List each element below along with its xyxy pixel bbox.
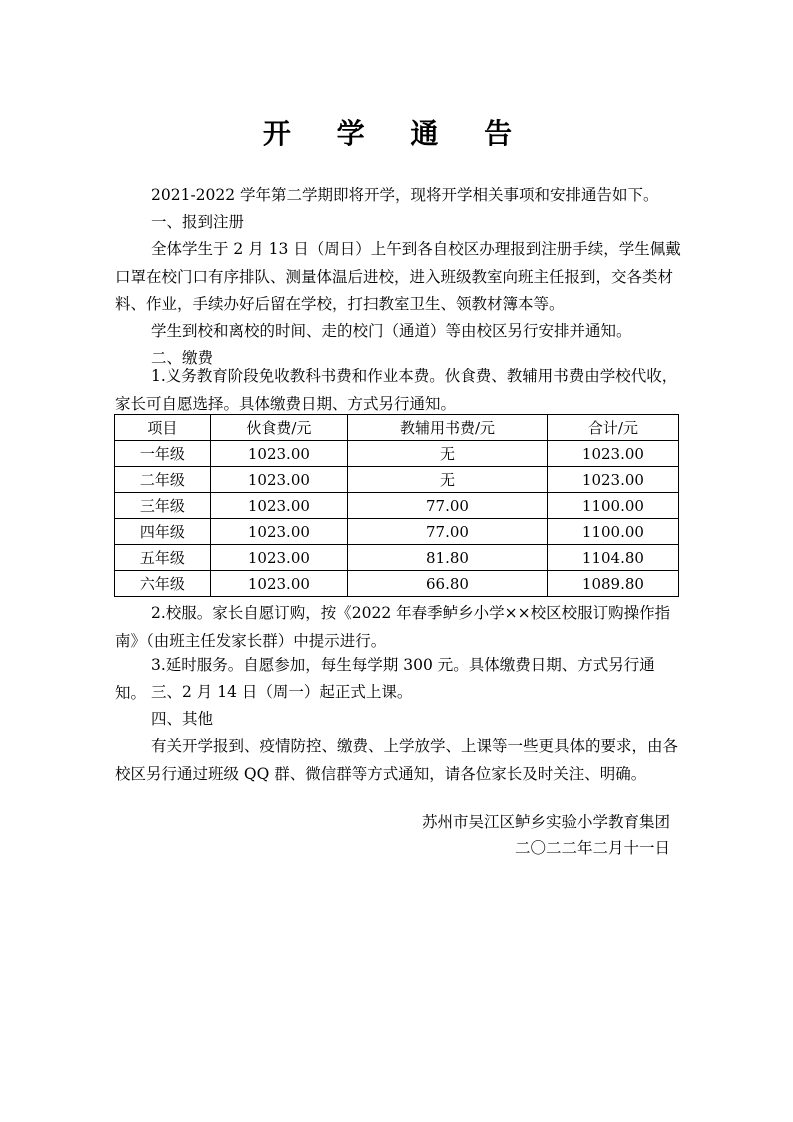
fee-table (114, 414, 679, 597)
grade-cell: 四年级 (115, 519, 211, 545)
meal-fee-cell: 1023.00 (210, 441, 347, 467)
book-fee-cell: 81.80 (348, 545, 548, 571)
fee-item-3: 3.延时服务。自愿参加，每生每学期 300 元。具体缴费日期、方式另行通知。 (115, 656, 655, 702)
table-row (115, 441, 679, 467)
table-row (115, 467, 679, 493)
intro-paragraph: 2021-2022 学年第二学期即将开学，现将开学相关事项和安排通告如下。 (151, 186, 659, 204)
total-cell: 1100.00 (547, 519, 678, 545)
header-item: 项目 (115, 415, 211, 441)
section-2-heading: 二、缴费 (151, 349, 214, 367)
section-4-heading: 四、其他 (151, 710, 214, 728)
signature-date: 二〇二二年二月十一日 (514, 839, 670, 857)
section-1-heading: 一、报到注册 (151, 213, 245, 231)
total-cell: 1089.80 (547, 571, 678, 597)
signature-organization: 苏州市吴江区鲈乡实验小学教育集团 (421, 813, 670, 831)
grade-cell: 五年级 (115, 545, 211, 571)
fee-item-1: 1.义务教育阶段免收教科书费和作业本费。伙食费、教辅用书费由学校代收，家长可自愿选择。具体缴费日期、方式另行通知。 (115, 367, 678, 413)
book-fee-cell: 无 (348, 467, 548, 493)
section-4-paragraph: 有关开学报到、疫情防控、缴费、上学放学、上课等一些更具体的要求，由各校区另行通过班级 QQ 群、微信群等方式通知，请各位家长及时关注、明确。 (115, 737, 679, 783)
section-1-paragraph-1: 全体学生于 2 月 13 日（周日）上午到各自校区办理报到注册手续，学生佩戴口罩在校门口有序排队、测量体温后进校，进入班级教室向班主任报到，交各类材料、作业，手续办好后留在学校，打扫教室卫生、领教材簿本等。 (115, 240, 681, 313)
book-fee-cell: 77.00 (348, 519, 548, 545)
table-row (115, 571, 679, 597)
table-row (115, 519, 679, 545)
total-cell: 1104.80 (547, 545, 678, 571)
grade-cell: 一年级 (115, 441, 211, 467)
page-title: 开 学 通 告 (262, 117, 531, 150)
total-cell: 1023.00 (547, 467, 678, 493)
header-meal-fee: 伙食费/元 (210, 415, 347, 441)
book-fee-cell: 77.00 (348, 493, 548, 519)
grade-cell: 三年级 (115, 493, 211, 519)
book-fee-cell: 无 (348, 441, 548, 467)
table-row (115, 493, 679, 519)
header-total: 合计/元 (547, 415, 678, 441)
meal-fee-cell: 1023.00 (210, 467, 347, 493)
header-book-fee: 教辅用书费/元 (348, 415, 548, 441)
meal-fee-cell: 1023.00 (210, 545, 347, 571)
meal-fee-cell: 1023.00 (210, 493, 347, 519)
fee-table-header-row (115, 415, 679, 441)
total-cell: 1023.00 (547, 441, 678, 467)
section-3-heading: 三、2 月 14 日（周一）起正式上课。 (151, 683, 413, 701)
total-cell: 1100.00 (547, 493, 678, 519)
fee-item-2: 2.校服。家长自愿订购，按《2022 年春季鲈乡小学××校区校服订购操作指南》（由班主任发家长群）中提示进行。 (115, 604, 671, 650)
grade-cell: 二年级 (115, 467, 211, 493)
meal-fee-cell: 1023.00 (210, 571, 347, 597)
section-1-paragraph-2: 学生到校和离校的时间、走的校门（通道）等由校区另行安排并通知。 (151, 322, 632, 340)
book-fee-cell: 66.80 (348, 571, 548, 597)
grade-cell: 六年级 (115, 571, 211, 597)
table-row (115, 545, 679, 571)
meal-fee-cell: 1023.00 (210, 519, 347, 545)
